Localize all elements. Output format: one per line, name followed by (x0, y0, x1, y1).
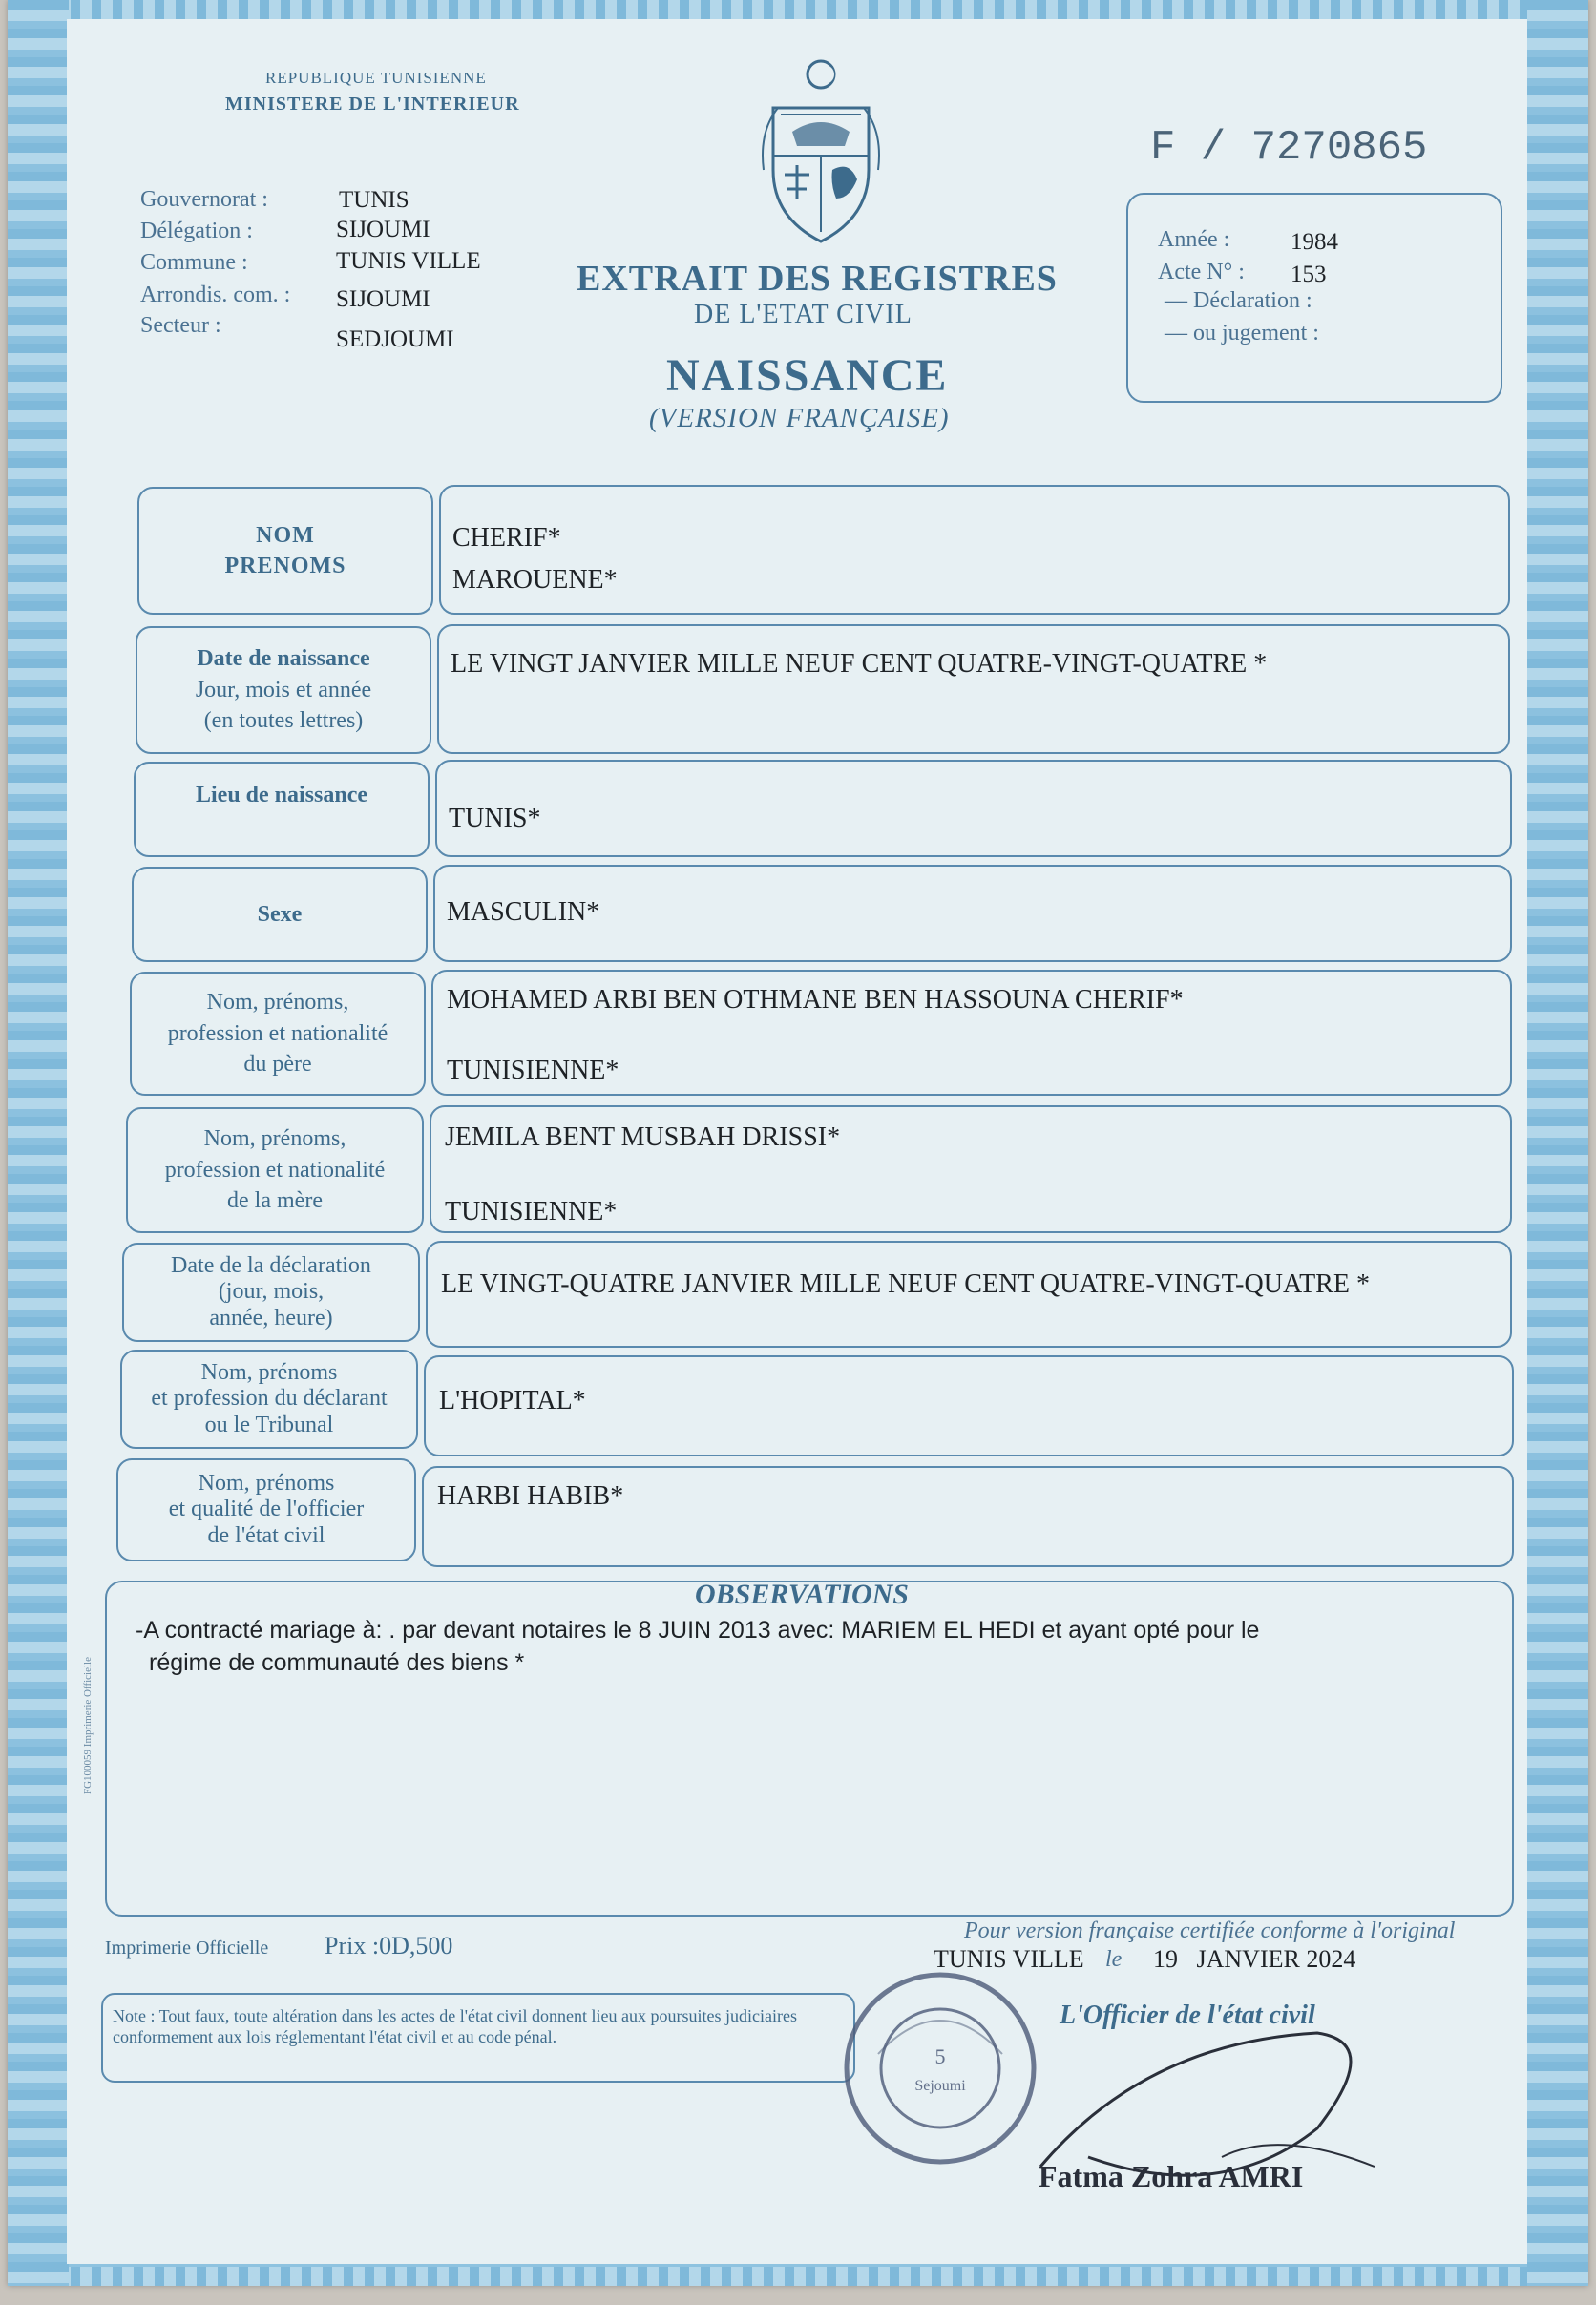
declarant-label-2: et profession du déclarant (151, 1386, 388, 1412)
mere-value: JEMILA BENT MUSBAH DRISSI* (445, 1122, 841, 1152)
acte-number-label: Acte N° : (1158, 260, 1245, 284)
observations-line-1: -A contracté mariage à: . par devant notaires le 8 JUIN 2013 avec: MARIEM EL HEDI et ayant opté pour le (136, 1617, 1260, 1644)
sexe-value: MASCULIN* (447, 897, 600, 927)
dob-sub1: Jour, mois et année (195, 677, 372, 702)
officier-label-3: de l'état civil (207, 1522, 326, 1548)
pere-label-2: profession et nationalité (167, 1020, 388, 1046)
secteur-label: Secteur : (140, 313, 221, 338)
title-extrait: EXTRAIT DES REGISTRES (577, 259, 1058, 299)
gouvernorat-label: Gouvernorat : (140, 187, 268, 212)
issue-date: 19 JANVIER 2024 (1153, 1945, 1356, 1973)
note-text: Note : Tout faux, toute altération dans les actes de l'état civil donnent lieu aux poursuites judiciaires conformement aux lois réglementant l'état civil et au code pénal. (113, 2006, 797, 2046)
signature-name: Fatma Zohra AMRI (1039, 2159, 1304, 2193)
nom-value: CHERIF* (452, 523, 561, 553)
prenoms-label: PRENOMS (224, 554, 346, 578)
nom-prenoms-label-cell (137, 487, 433, 615)
title-naissance: NAISSANCE (666, 350, 949, 401)
border-top (8, 0, 1588, 19)
officer-title: L'Officier de l'état civil (1060, 2001, 1315, 2030)
lieu-label: Lieu de naissance (195, 782, 368, 807)
delegation-value: SIJOUMI (336, 217, 430, 242)
pere-label-3: du père (243, 1052, 312, 1078)
le-text: le (1105, 1947, 1123, 1972)
printer-code: FG100059 Imprimerie Officielle (82, 1657, 94, 1794)
declarant-label-1: Nom, prénoms (200, 1359, 338, 1385)
border-right (1527, 0, 1588, 2286)
jugement-label: — ou jugement : (1165, 321, 1319, 346)
dob-value: LE VINGT JANVIER MILLE NEUF CENT QUATRE-VINGT-QUATRE * (451, 649, 1268, 679)
declaration-date-value: LE VINGT-QUATRE JANVIER MILLE NEUF CENT QUATRE-VINGT-QUATRE * (441, 1269, 1370, 1299)
mere-nationality: TUNISIENNE* (445, 1197, 618, 1226)
title-version: (VERSION FRANÇAISE) (649, 403, 950, 433)
annee-label: Année : (1158, 227, 1230, 252)
serial-number: F / 7270865 (1150, 124, 1428, 172)
svg-text:Sejoumi: Sejoumi (914, 2078, 966, 2094)
officier-label-cell (116, 1458, 416, 1561)
place-text: TUNIS VILLE (934, 1945, 1084, 1973)
decl-label-2: (jour, mois, (218, 1279, 325, 1305)
prenoms-value: MAROUENE* (452, 565, 618, 595)
officier-value: HARBI HABIB* (437, 1481, 624, 1511)
sexe-label: Sexe (257, 901, 303, 927)
commune-value: TUNIS VILLE (336, 248, 481, 274)
mere-label-1: Nom, prénoms, (203, 1126, 346, 1152)
annee-value: 1984 (1291, 229, 1338, 255)
arrondissement-value: SIJOUMI (336, 286, 430, 312)
nom-label: NOM (256, 522, 315, 548)
pere-label-1: Nom, prénoms, (206, 990, 349, 1016)
declarant-value: L'HOPITAL* (439, 1386, 586, 1415)
dob-sub2: (en toutes lettres) (203, 708, 364, 734)
municipal-stamp (840, 1968, 1040, 2169)
svg-text:5: 5 (934, 2044, 946, 2068)
declarant-value-cell (424, 1355, 1514, 1456)
border-left (8, 0, 69, 2286)
gouvernorat-value: TUNIS (339, 187, 410, 213)
commune-label: Commune : (140, 250, 248, 275)
observations-title: OBSERVATIONS (695, 1579, 909, 1610)
certified-text: Pour version française certifiée conforme à l'original (964, 1918, 1456, 1943)
dob-value-cell (437, 624, 1510, 754)
pere-label-cell (130, 972, 426, 1096)
officier-label-2: et qualité de l'officier (168, 1497, 365, 1522)
mere-label-cell (126, 1107, 424, 1233)
prix-text: Prix :0D,500 (325, 1932, 453, 1959)
dob-label: Date de naissance (197, 646, 370, 672)
lieu-label-cell (134, 762, 430, 857)
ministry-text: MINISTERE DE L'INTERIEUR (225, 94, 520, 115)
coat-of-arms-emblem (754, 55, 888, 246)
decl-label-3: année, heure) (209, 1305, 333, 1331)
delegation-label: Délégation : (140, 219, 253, 243)
sexe-label-cell (132, 867, 428, 962)
officier-label-1: Nom, prénoms (198, 1470, 335, 1496)
pere-value: MOHAMED ARBI BEN OTHMANE BEN HASSOUNA CHERIF* (447, 985, 1184, 1015)
dob-label-cell (136, 626, 431, 754)
declarant-label-cell (120, 1350, 418, 1449)
border-bottom (8, 2267, 1588, 2286)
lieu-value-cell (435, 760, 1512, 857)
pere-nationality: TUNISIENNE* (447, 1056, 620, 1085)
decl-label-1: Date de la déclaration (171, 1252, 371, 1278)
mere-label-2: profession et nationalité (164, 1157, 386, 1183)
lieu-value: TUNIS* (449, 804, 541, 833)
mere-label-3: de la mère (227, 1188, 323, 1214)
acte-number-value: 153 (1291, 262, 1327, 287)
observations-line-2: régime de communauté des biens * (149, 1649, 525, 1676)
republic-text: REPUBLIQUE TUNISIENNE (265, 69, 487, 87)
imprimerie-text: Imprimerie Officielle (105, 1938, 269, 1959)
secteur-value: SEDJOUMI (336, 326, 454, 352)
declaration-label: — Déclaration : (1165, 288, 1312, 313)
arrondissement-label: Arrondis. com. : (140, 283, 291, 307)
declaration-date-label-cell (122, 1243, 420, 1342)
title-etat-civil: DE L'ETAT CIVIL (694, 300, 913, 329)
declarant-label-3: ou le Tribunal (204, 1412, 334, 1437)
